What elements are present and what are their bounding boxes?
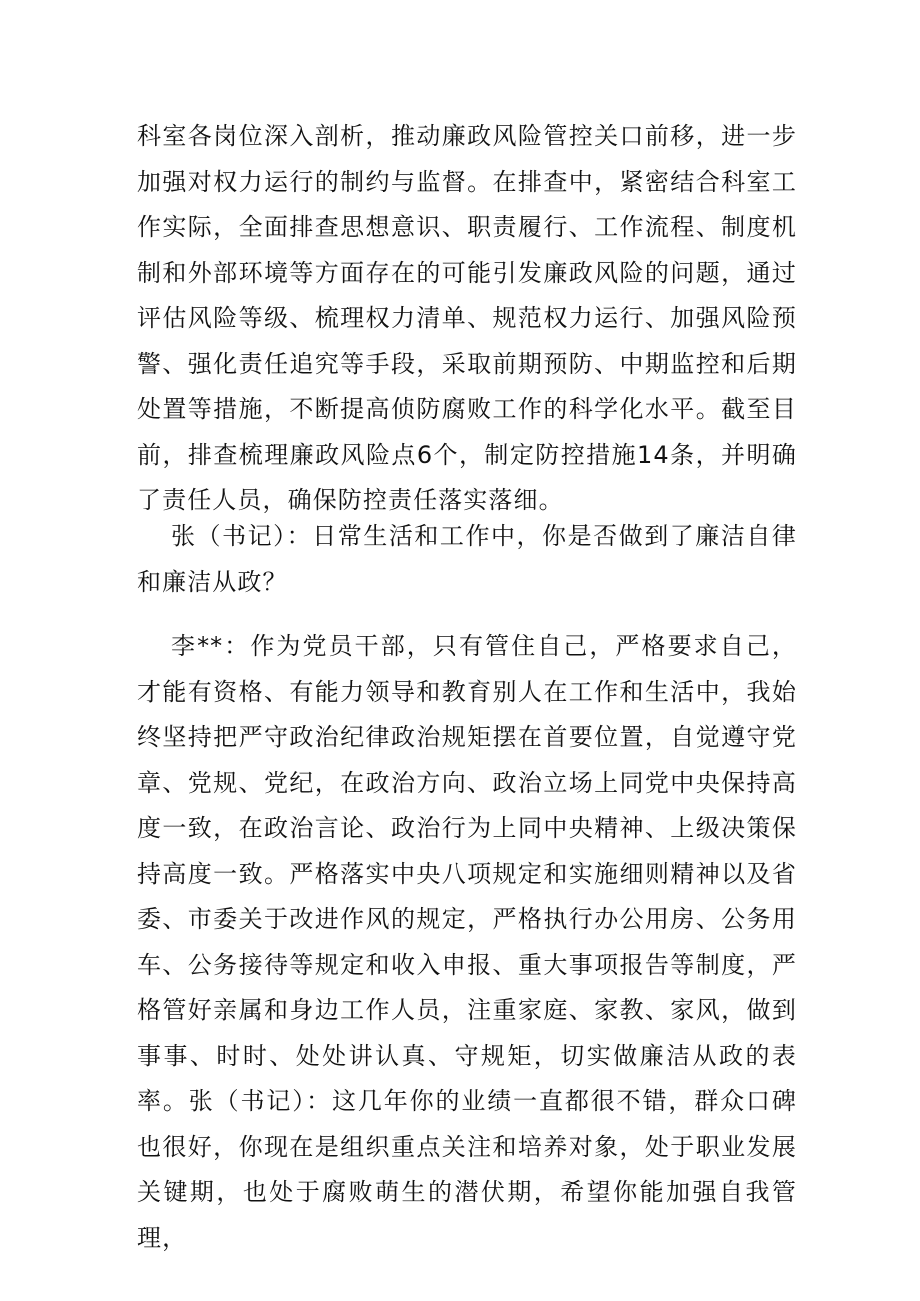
paragraph-risk-prevention: 科室各岗位深入剖析，推动廉政风险管控关口前移，进一步加强对权力运行的制约与监督。在排查中，紧密结合科室工作实际，全面排查思想意识、职责履行、工作流程、制度机制和外部环境等方面存在的可能引发廉政风险的问题，通过评估风险等级、梳理权力清单、规范权力运行、加强风险预警、强化责任追究等手段，采取前期预防、中期监控和后期处置等措施，不断提高侦防腐败工作的科学化水平。截至目前，排查梳理廉政风险点6个，制定防控措施14条，并明确了责任人员，确保防控责任落实落细。 <box>137 122 797 514</box>
paragraph-secretary-question: 张（书记）：日常生活和工作中，你是否做到了廉洁自律和廉洁从政？ <box>137 522 797 596</box>
paragraph-li-answer: 李**：作为党员干部，只有管住自己，严格要求自己，才能有资格、有能力领导和教育别人在工作和生活中，我始终坚持把严守政治纪律政治规矩摆在首要位置，自觉遵守党章、党规、党纪，在政治方向、政治立场上同党中央保持高度一致，在政治言论、政治行为上同中央精神、上级决策保持高度一致。严格落实中央八项规定和实施细则精神以及省委、市委关于改进作风的规定，严格执行办公用房、公务用车、公务接待等规定和收入申报、重大事项报告等制度，严格管好亲属和身边工作人员，注重家庭、家教、家风，做到事事、时时、处处讲认真、守规矩，切实做廉洁从政的表率。张（书记）：这几年你的业绩一直都很不错，群众口碑也很好，你现在是组织重点关注和培养对象，处于职业发展关键期，也处于腐败萌生的潜伏期，希望你能加强自我管理， <box>137 632 797 1252</box>
